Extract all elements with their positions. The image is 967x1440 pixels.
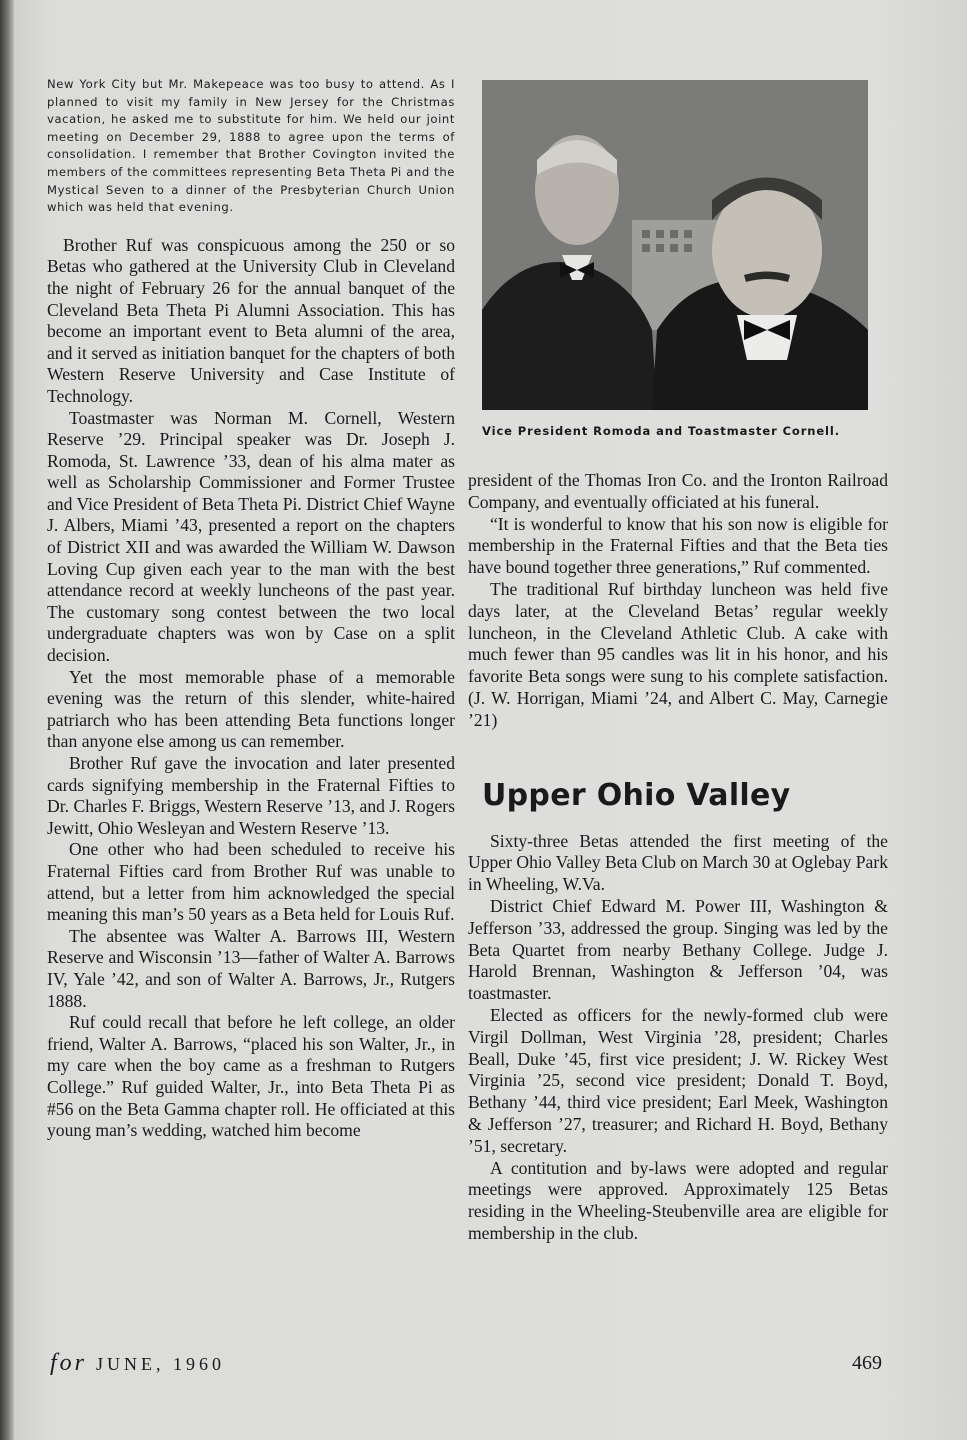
right-column: [468, 80, 888, 1245]
photo-two-men-in-tuxedos: [482, 80, 868, 410]
footer-issue-date: [50, 1350, 225, 1377]
photo-caption: Vice President Romoda and Toastmaster Cornell.: [482, 424, 841, 438]
paragraph: Toastmaster was Norman M. Cornell, Western Reserve ’29. Principal speaker was Dr. Joseph J. Romoda, St. Lawrence ’33, dean of his alma mater as well as Scholarship Commissioner and Former Trustee and Vice President of Beta Theta Pi. District Chief Wayne J. Albers, Miami ’43, presented a report on the chapters of District XII and was awarded the William W. Dawson Loving Cup given each year to the man with the best attendance record at weekly luncheons of the past year. The customary song contest between the two local undergraduate chapters was won by Case on a split decision.: [47, 407, 455, 666]
left-column: [47, 76, 455, 1142]
magazine-page: [14, 0, 967, 1440]
paragraph: The traditional Ruf birthday luncheon was held five days later, at the Cleveland Betas’ regular weekly luncheon, in the Cleveland Athletic Club. A cake with much fewer than 95 candles was lit in his honor, and his favorite Beta songs were sung to his complete satisfaction. (J. W. Horrigan, Miami ’24, and Albert C. May, Carnegie ’21): [468, 578, 888, 730]
paragraph: A contitution and by-laws were adopted and regular meetings were approved. Approximately 125 Betas residing in the Wheeling-Steubenville area are eligible for membership in the club.: [468, 1157, 888, 1243]
paragraph: The absentee was Walter A. Barrows III, Western Reserve and Wisconsin ’13—father of Walter A. Barrows IV, Yale ’42, and son of Walter A. Barrows, Jr., Rutgers 1888.: [47, 925, 455, 1011]
binding-edge: [0, 0, 14, 1440]
paragraph: Sixty-three Betas attended the first meeting of the Upper Ohio Valley Beta Club on March 30 at Oglebay Park in Wheeling, W.Va.: [468, 830, 888, 895]
photo-illustration: [482, 80, 868, 410]
paragraph: “It is wonderful to know that his son now is eligible for membership in the Fraternal Fifties and that the Beta ties have bound together three generations,” Ruf commented.: [468, 513, 888, 578]
paragraph: Elected as officers for the newly-formed club were Virgil Dollman, West Virginia ’28, president; Charles Beall, Duke ’45, first vice president; J. W. Rickey West Virginia ’25, second vice president; Donald T. Boyd, Bethany ’44, third vice president; Earl Meek, Washington & Jefferson ’27, treasurer; and Richard H. Boyd, Bethany ’51, secretary.: [468, 1004, 888, 1156]
paragraph: Ruf could recall that before he left college, an older friend, Walter A. Barrows, “placed his son Walter, Jr., in my care when the boy came as a freshman to Rutgers College.” Ruf guided Walter, Jr., into Beta Theta Pi as #56 on the Beta Gamma chapter roll. He officiated at this young man’s wedding, watched him become: [47, 1012, 455, 1141]
paragraph: Yet the most memorable phase of a memorable evening was the return of this slender, white-haired patriarch who has been attending Beta functions longer than anyone else among us can remember.: [47, 666, 455, 752]
section-body-text: [468, 831, 888, 1245]
footer-month-year: JUNE, 1960: [96, 1354, 226, 1374]
footer-for: for: [50, 1350, 88, 1376]
paragraph: president of the Thomas Iron Co. and the Ironton Railroad Company, and eventually officiated at his funeral.: [468, 470, 888, 512]
quoted-letter-excerpt: New York City but Mr. Makepeace was too busy to attend. As I planned to visit my family in New Jersey for the Christmas vacation, he asked me to substitute for him. We held our joint meeting on December 29, 1888 to agree upon the terms of consolidation. I remember that Brother Covington invited the members of the committees representing Beta Theta Pi and the Mystical Seven to a dinner of the Presbyterian Church Union which was held that evening.: [47, 77, 455, 215]
page-number: 469: [852, 1352, 882, 1374]
paragraph: One other who had been scheduled to receive his Fraternal Fifties card from Brother Ruf was unable to attend, but a letter from him acknowledged the special meaning this man’s 50 years as a Beta held for Louis Ruf.: [47, 839, 455, 925]
left-body-text: [47, 235, 455, 1142]
paragraph: Brother Ruf was conspicuous among the 250 or so Betas who gathered at the University Club in Cleveland the night of February 26 for the annual banquet of the Cleveland Beta Theta Pi Alumni Association. This has become an important event to Beta alumni of the area, and it served as initiation banquet for the chapters of both Western Reserve University and Case Institute of Technology.: [47, 234, 455, 406]
paragraph: District Chief Edward M. Power III, Washington & Jefferson ’33, addressed the group. Singing was led by the Beta Quartet from nearby Bethany College. Judge J. Harold Brennan, Washington & Jefferson ’04, was toastmaster.: [468, 895, 888, 1004]
section-heading: Upper Ohio Valley: [482, 777, 791, 813]
paragraph: Brother Ruf gave the invocation and later presented cards signifying membership in the Fraternal Fifties to Dr. Charles F. Briggs, Western Reserve ’13, and J. Rogers Jewitt, Ohio Wesleyan and Western Reserve ’13.: [47, 753, 455, 838]
right-body-text: [468, 470, 888, 732]
